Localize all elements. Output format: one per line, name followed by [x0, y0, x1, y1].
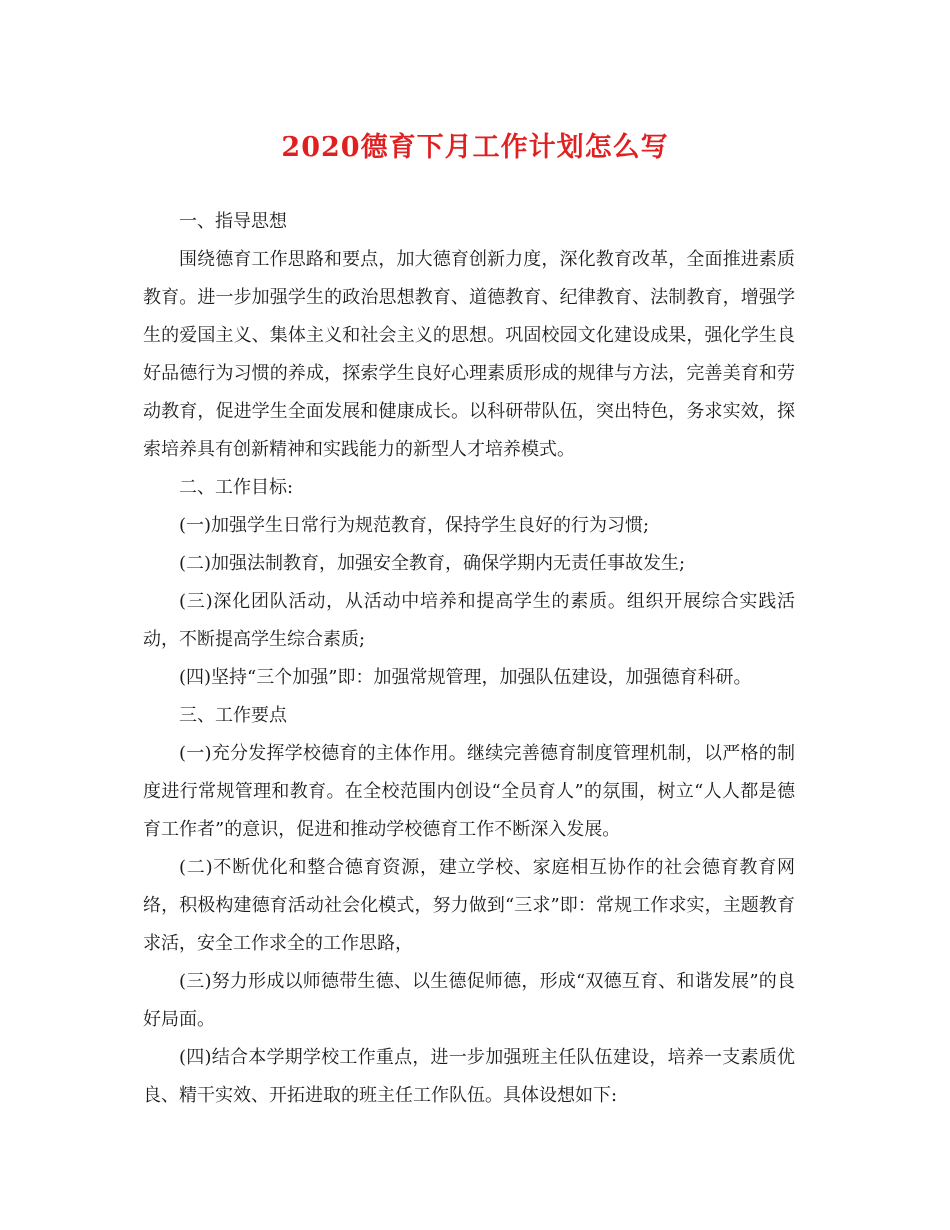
- goal-item-4: (四)坚持“三个加强”即：加强常规管理，加强队伍建设，加强德育科研。: [179, 667, 752, 688]
- heading-guiding-ideology: 一、指导思想: [179, 211, 287, 232]
- goal-item-3: (三)深化团队活动，从活动中培养和提高学生的素质。组织开展综合实践活动，不断提高学生综合素质;: [143, 591, 795, 650]
- goal-item-2: (二)加强法制教育，加强安全教育，确保学期内无责任事故发生;: [179, 553, 686, 574]
- goal-item-1: (一)加强学生日常行为规范教育，保持学生良好的行为习惯;: [179, 515, 650, 536]
- paragraph-guiding-ideology: 围绕德育工作思路和要点，加大德育创新力度，深化教育改革，全面推进素质教育。进一步加强学生的政治思想教育、道德教育、纪律教育、法制教育，增强学生的爱国主义、集体主义和社会主义的思想。巩固校园文化建设成果，强化学生良好品德行为习惯的养成，探索学生良好心理素质形成的规律与方法，完善美育和劳动教育，促进学生全面发展和健康成长。以科研带队伍，突出特色，务求实效，探索培养具有创新精神和实践能力的新型人才培养模式。: [143, 249, 795, 460]
- point-item-4: (四)结合本学期学校工作重点，进一步加强班主任队伍建设，培养一支素质优良、精干实效、开拓进取的班主任工作队伍。具体设想如下:: [143, 1047, 795, 1106]
- heading-work-points: 三、工作要点: [179, 705, 287, 726]
- point-item-2: (二)不断优化和整合德育资源，建立学校、家庭相互协作的社会德育教育网络，积极构建德育活动社会化模式，努力做到“三求”即：常规工作求实，主题教育求活，安全工作求全的工作思路，: [143, 857, 795, 954]
- point-item-1: (一)充分发挥学校德育的主体作用。继续完善德育制度管理机制，以严格的制度进行常规管理和教育。在全校范围内创设“全员育人”的氛围，树立“人人都是德育工作者”的意识，促进和推动学校德育工作不断深入发展。: [143, 743, 795, 840]
- document-body: [143, 203, 795, 1115]
- heading-work-goals: 二、工作目标:: [179, 477, 294, 498]
- point-item-3: (三)努力形成以师德带生德、以生德促师德，形成“双德互育、和谐发展”的良好局面。: [143, 971, 795, 1030]
- document-title: 2020德育下月工作计划怎么写: [281, 132, 669, 163]
